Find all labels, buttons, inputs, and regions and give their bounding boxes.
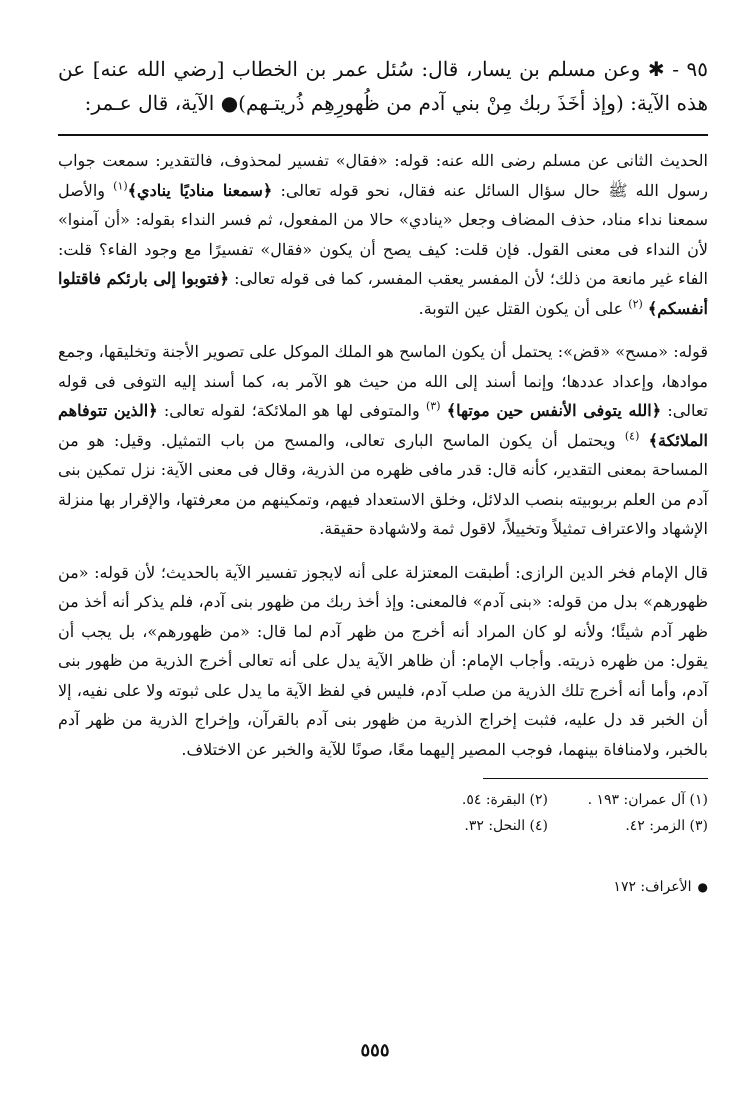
verse-reference-text: الأعراف: ١٧٢ xyxy=(613,879,692,895)
verse-reference xyxy=(58,879,708,895)
footnote-row xyxy=(58,787,708,813)
footnote-2: (٢) البقرة: ٥٤. xyxy=(461,792,548,808)
top-divider xyxy=(58,134,708,136)
hadith-line-1: ٩٥ - ✱ وعن مسلم بن يسار، قال: سُئل عمر بن الخطاب [رضي الله عنه] عن xyxy=(58,57,708,81)
p2-footnote-ref: (٣) xyxy=(425,399,441,413)
p1-footnote-ref-2: (٢) xyxy=(628,297,643,311)
footnote-row xyxy=(58,813,708,839)
p1-quote: ﴿سمعنا مناديًا ينادي﴾ xyxy=(127,180,273,200)
p2-quote-2: ﴿الذين تتوفاهم الملائكة﴾ xyxy=(58,401,708,450)
p1-continuation: والأصل سمعنا نداء مناد، حذف المضاف وجعل «ينادي» حالا من المفعول، ثم فسر النداء بقوله: «أن آمنوا» لأن النداء فى معنى القول. فإن قلت: كيف يصح أن يكون «فقال» تفسيرًا مع وجود الفاء؟ قلت: الفاء غير مانعة من ذلك؛ لأن المفسر يعقب المفسر، كما فى قوله تعالى: xyxy=(58,180,708,288)
p2-text: قوله: «مسح» «قض»: يحتمل أن يكون الماسح هو الملك الموكل على تصوير الأجنة وتخليقها، وجمع موادها، وإعداد عددها؛ وإنما أسند إلى الله من حيث هو الآمر به، كما أسند إليه التوفى فى قوله تعالى: xyxy=(58,342,709,420)
footnote-1: (١) آل عمران: ١٩٣ . xyxy=(587,792,708,808)
p2-footnote-ref-2: (٤) xyxy=(624,429,640,443)
footnotes xyxy=(58,787,708,839)
p2-mid: والمتوفى لها هو الملائكة؛ لقوله تعالى: xyxy=(163,401,420,420)
footnote-3: (٣) الزمر: ٤٢. xyxy=(625,818,708,834)
footnote-divider xyxy=(483,778,708,779)
p1-footnote-ref: (١) xyxy=(113,179,128,193)
p1-quote-2: ﴿فتوبوا إلى بارئكم فاقتلوا أنفسكم﴾ xyxy=(58,269,708,318)
bullet-icon: ● xyxy=(697,880,708,894)
commentary-paragraph-3: قال الإمام فخر الدين الرازى: أطبقت المعتزلة على أنه لايجوز تفسير الآية بالحديث؛ لأن قوله: «من ظهورهم» بدل من قوله: «بنى آدم» فالمعنى: وإذ أخذ ربك من ظهور بنى آدم، فلم يذكر أنه أخذ من ظهر آدم شيئًا؛ ولأنه لو كان المراد أنه أخرج من ظهر آدم لما قال: «من ظهورهم»، بل يجب أن يقول: من ظهره ذريته. وأجاب الإمام: أن ظاهر الآية يدل على أنه تعالى أخرج الذرية من ظهور بنى آدم، وأما أنه أخرج تلك الذرية من صلب آدم، فليس في لفظ الآية ما يدل على ثبوته ولا على نفيه، إلا أن الخبر قد دل عليه، فثبت إخراج الذرية من ظهور بنى آدم بالقرآن، وإخراج الذرية من ظهر آدم بالخبر، ولامنافاة بينهما، فوجب المصير إليهما معًا، صونًا للآية والخبر عن الاختلاف. xyxy=(58,562,709,759)
hadith-line-2: هذه الآية: (وإذ أخَذَ ربك مِنْ بني آدم من ظُهورِهِم ذُريتـهم)● الآية، قال عـمر: xyxy=(84,91,708,115)
p2-quote: ﴿الله يتوفى الأنفس حين موتها﴾ xyxy=(446,401,662,420)
p2-end: ويحتمل أن يكون الماسح البارى تعالى، والمسح من باب التمثيل. وقيل: هو من المساحة بمعنى التقدير، كأنه قال: قدر مافى ظهره من الذرية، وقال فى معنى الآية: نزل تمكين بنى آدم من العلم بربوبيته بنصب الدلائل، وخلق الاستعداد فيهم، وتمكينهم من معرفتها، والإقرار بها منزلة الإشهاد والاعتراف تمثيلاً وتخييلاً، لاقول ثمة ولاشهادة حقيقة. xyxy=(58,430,708,538)
p1-end: على أن يكون القتل عين التوبة. xyxy=(418,298,624,318)
commentary-paragraph-1 xyxy=(58,146,708,323)
commentary xyxy=(58,146,708,764)
page-number: ٥٥٥ xyxy=(360,1040,390,1061)
page-body xyxy=(58,52,708,895)
p1-text: الحديث الثانى عن مسلم رضى الله عنه: قوله: «فقال» تفسير لمحذوف، فالتقدير: سمعت جواب رسول الله ﷺ حال سؤال السائل عنه فقال، نحو قوله تعالى: xyxy=(58,151,709,200)
footnote-4: (٤) النحل: ٣٢. xyxy=(464,818,548,834)
commentary-paragraph-2 xyxy=(58,337,708,544)
hadith-text xyxy=(58,52,708,120)
